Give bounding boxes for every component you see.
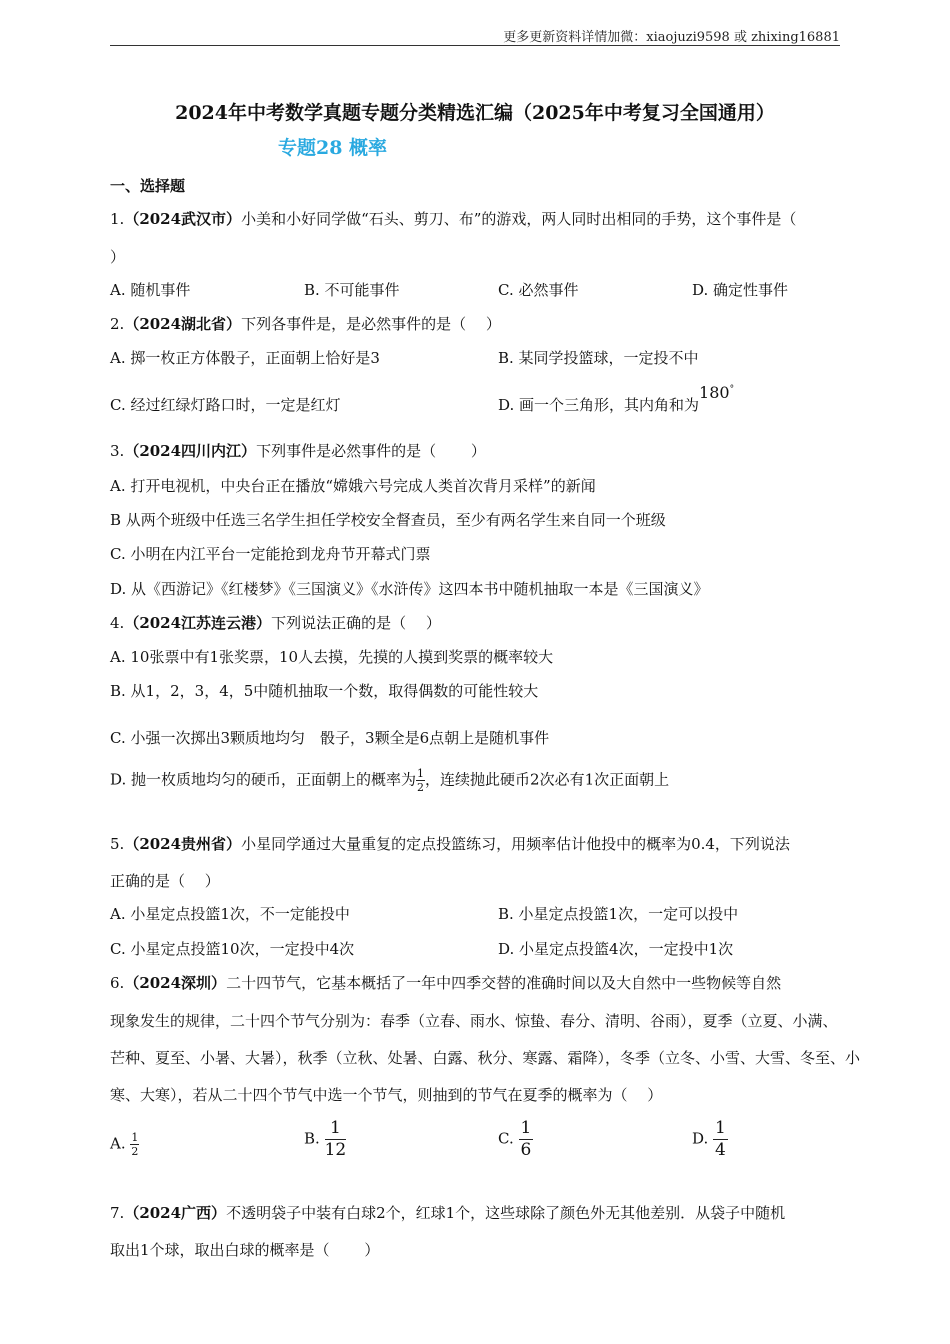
question-4-stem [110,612,441,633]
question-number: 5. [110,835,125,853]
question-3-option-b: B 从两个班级中任选三名学生担任学校安全督查员，至少有两名学生来自同一个班级 [110,511,666,529]
question-5-stem-line2: 正确的是（ ） [110,872,220,890]
question-4-option-b: B. 从1，2，3，4，5中随机抽取一个数，取得偶数的可能性较大 [110,682,539,700]
question-3-option-c: C. 小明在内江平台一定能抢到龙舟节开幕式门票 [110,545,431,563]
header-divider [110,45,840,46]
option-text: D. 画一个三角形，其内角和为 [498,396,700,414]
fraction [130,1132,139,1157]
fraction [325,1120,347,1159]
question-4-option-c: C. 小强一次掷出3颗质地均匀 骰子，3颗全是6点朝上是随机事件 [110,729,550,747]
question-6-option-d [692,1120,728,1159]
question-source: （2024武汉市） [124,210,242,228]
question-number: 6. [110,974,125,992]
question-1-stem-end: ） [110,248,126,266]
document-subtitle: 专题28 概率 [278,137,388,159]
question-number: 1. [110,210,125,228]
question-5-option-a: A. 小星定点投篮1次，不一定能投中 [110,905,350,923]
fraction [713,1120,728,1159]
document-title: 2024年中考数学真题专题分类精选汇编（2025年中考复习全国通用） [175,102,775,124]
question-4-option-a: A. 10张票中有1张奖票，10人去摸，先摸的人摸到奖票的概率较大 [110,648,554,666]
question-1-option-c: C. 必然事件 [498,281,579,299]
option-label: D. [692,1129,709,1148]
option-text-tail: ，连续抛此硬币2次必有1次正面朝上 [425,770,670,789]
question-2-option-a: A. 掷一枚正方体骰子，正面朝上恰好是3 [110,349,380,367]
question-3-option-a: A. 打开电视机，中央台正在播放“嫦娥六号完成人类首次背月采样”的新闻 [110,477,596,495]
question-6-option-b [304,1120,346,1159]
fraction-numerator: 1 [715,1118,726,1138]
question-number: 7. [110,1204,125,1222]
degree-expression [699,383,734,402]
fraction-denominator: 12 [324,1140,347,1160]
question-source: （2024深圳） [124,974,227,992]
fraction-denominator: 2 [131,1145,139,1158]
question-1-stem [110,208,796,229]
question-text: 不透明袋子中装有白球2个，红球1个，这些球除了颜色外无其他差别．从袋子中随机 [226,1204,786,1222]
question-2-stem [110,313,501,334]
fraction-denominator: 6 [520,1140,532,1160]
question-source: （2024贵州省） [124,835,242,853]
question-7-stem [110,1202,785,1223]
question-1-option-d: D. 确定性事件 [692,281,789,299]
fraction-numerator: 1 [417,767,425,780]
fraction [519,1120,534,1159]
question-4-option-d [110,768,669,793]
question-6-stem [110,972,781,993]
question-6-line4: 寒、大寒），若从二十四个节气中选一个节气，则抽到的节气在夏季的概率为（ ） [110,1086,663,1104]
question-5-stem [110,833,790,854]
fraction-denominator: 2 [417,781,425,794]
question-5-option-d: D. 小星定点投篮4次，一定投中1次 [498,940,734,958]
degree-mark: ° [729,384,735,395]
section-heading: 一、选择题 [110,177,186,195]
question-number: 4. [110,614,125,632]
question-source: （2024四川内江） [124,442,257,460]
degree-value: 180 [699,383,730,402]
page-header-note: 更多更新资料详情加微：xiaojuzi9598 或 zhixing16881 [503,30,840,45]
question-1-option-b: B. 不可能事件 [304,281,400,299]
question-source: （2024湖北省） [124,315,242,333]
question-text: 下列事件是必然事件的是（ ） [256,442,486,460]
option-text: D. 抛一枚质地均匀的硬币，正面朝上的概率为 [110,770,417,789]
question-source: （2024江苏连云港） [124,614,272,632]
question-text: 小星同学通过大量重复的定点投篮练习，用频率估计他投中的概率为0.4，下列说法 [241,835,790,853]
question-2-option-d [498,383,735,415]
question-text: 二十四节气，它基本概括了一年中四季交替的准确时间以及大自然中一些物候等自然 [226,974,782,992]
question-source: （2024广西） [124,1204,227,1222]
question-number: 3. [110,442,125,460]
question-6-line3: 芒种、夏至、小暑、大暑），秋季（立秋、处暑、白露、秋分、寒露、霜降），冬季（立冬、小雪、大雪、冬至、小 [110,1049,861,1067]
question-6-line2: 现象发生的规律，二十四个节气分别为：春季（立春、雨水、惊蛰、春分、清明、谷雨），夏季（立夏、小满、 [110,1012,838,1030]
fraction [416,768,425,793]
option-label: C. [498,1129,514,1148]
question-7-line2: 取出1个球，取出白球的概率是（ ） [110,1241,380,1259]
fraction-numerator: 1 [131,1131,139,1144]
question-3-stem [110,440,486,461]
question-6-option-c [498,1120,533,1159]
question-number: 2. [110,315,125,333]
question-2-option-b: B. 某同学投篮球，一定投不中 [498,349,699,367]
option-label: A. [110,1134,126,1153]
question-text: 下列各事件是，是必然事件的是（ ） [241,315,501,333]
option-label: B. [304,1129,320,1148]
question-5-option-c: C. 小星定点投篮10次，一定投中4次 [110,940,355,958]
question-text: 小美和小好同学做“石头、剪刀、布”的游戏，两人同时出相同的手势，这个事件是（ [241,210,797,228]
fraction-numerator: 1 [325,1120,347,1140]
question-2-option-c: C. 经过红绿灯路口时，一定是红灯 [110,396,341,414]
question-5-option-b: B. 小星定点投篮1次，一定可以投中 [498,905,739,923]
question-text: 下列说法正确的是（ ） [271,614,441,632]
fraction-denominator: 4 [715,1140,726,1160]
question-1-option-a: A. 随机事件 [110,281,191,299]
fraction-numerator: 1 [520,1118,532,1138]
question-6-option-a [110,1132,139,1157]
question-3-option-d: D. 从《西游记》《红楼梦》《三国演义》《水浒传》这四本书中随机抽取一本是《三国演义》 [110,580,709,598]
